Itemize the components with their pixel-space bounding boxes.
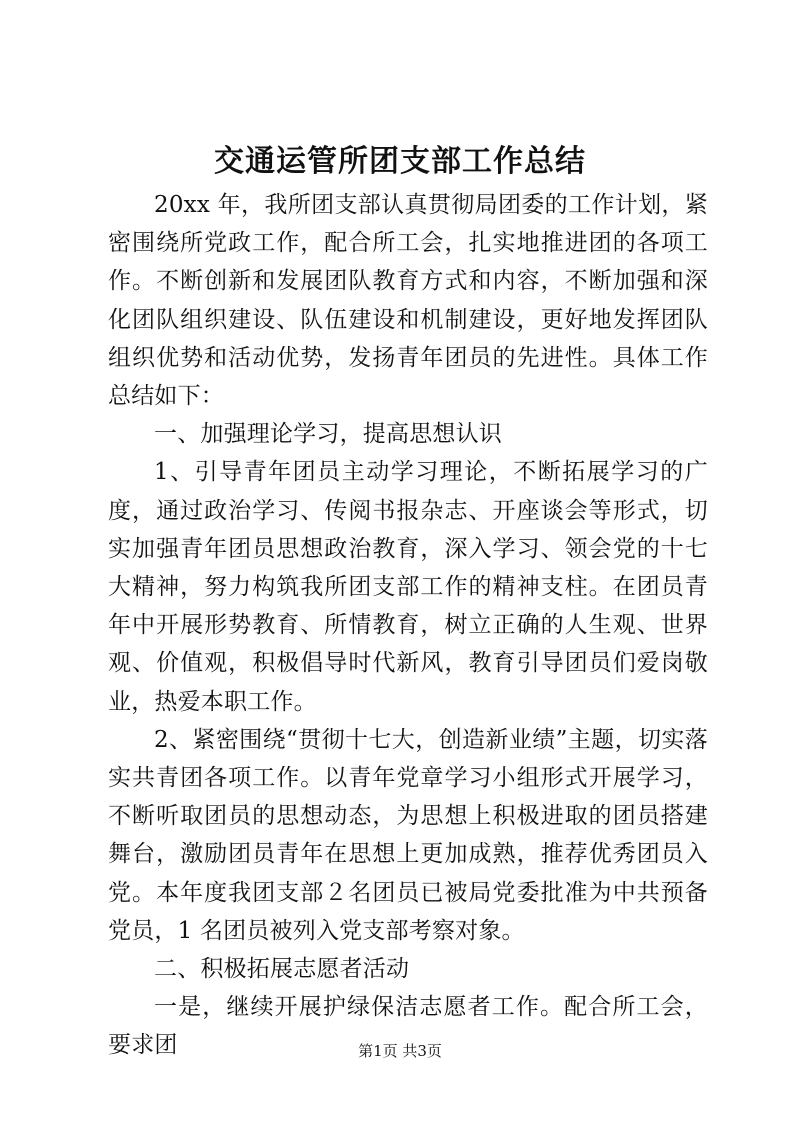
document-title: 交通运管所团支部工作总结 xyxy=(214,144,586,179)
paragraph-3: 一是，继续开展护绿保洁志愿者工作。配合所工会，要求团 xyxy=(108,994,708,1059)
section-heading-1: 一、加强理论学习，提高思想认识 xyxy=(154,421,502,448)
paragraph-2: 2、紧密围绕“贯彻十七大，创造新业绩”主题，切实落实共青团各项工作。以青年党章学习小组形式开展学习，不断听取团员的思想动态，为思想上积极进取的团员搭建舞台，激励团员青年在思想上更加成熟，推荐优秀团员入党。本年度我团支部２名团员已被局党委批准为中共预备党员，1 名团员被列入党支部考察对象。 xyxy=(108,726,708,944)
page-footer: 第1页 共3页 xyxy=(358,1042,442,1060)
document-body xyxy=(108,186,708,1065)
paragraph-1: 1、引导青年团员主动学习理论，不断拓展学习的广度，通过政治学习、传阅书报杂志、开座谈会等形式，切实加强青年团员思想政治教育，深入学习、领会党的十七大精神，努力构筑我所团支部工作的精神支柱。在团员青年中开展形势教育、所情教育，树立正确的人生观、世界观、价值观，积极倡导时代新风，教育引导团员们爱岗敬业，热爱本职工作。 xyxy=(108,459,708,715)
paragraph-intro: 20xx 年，我所团支部认真贯彻局团委的工作计划，紧密围绕所党政工作，配合所工会，扎实地推进团的各项工作。不断创新和发展团队教育方式和内容，不断加强和深化团队组织建设、队伍建设和机制建设，更好地发挥团队组织优势和活动优势，发扬青年团员的先进性。具体工作总结如下： xyxy=(108,192,708,410)
section-heading-2: 二、积极拓展志愿者活动 xyxy=(154,956,410,983)
